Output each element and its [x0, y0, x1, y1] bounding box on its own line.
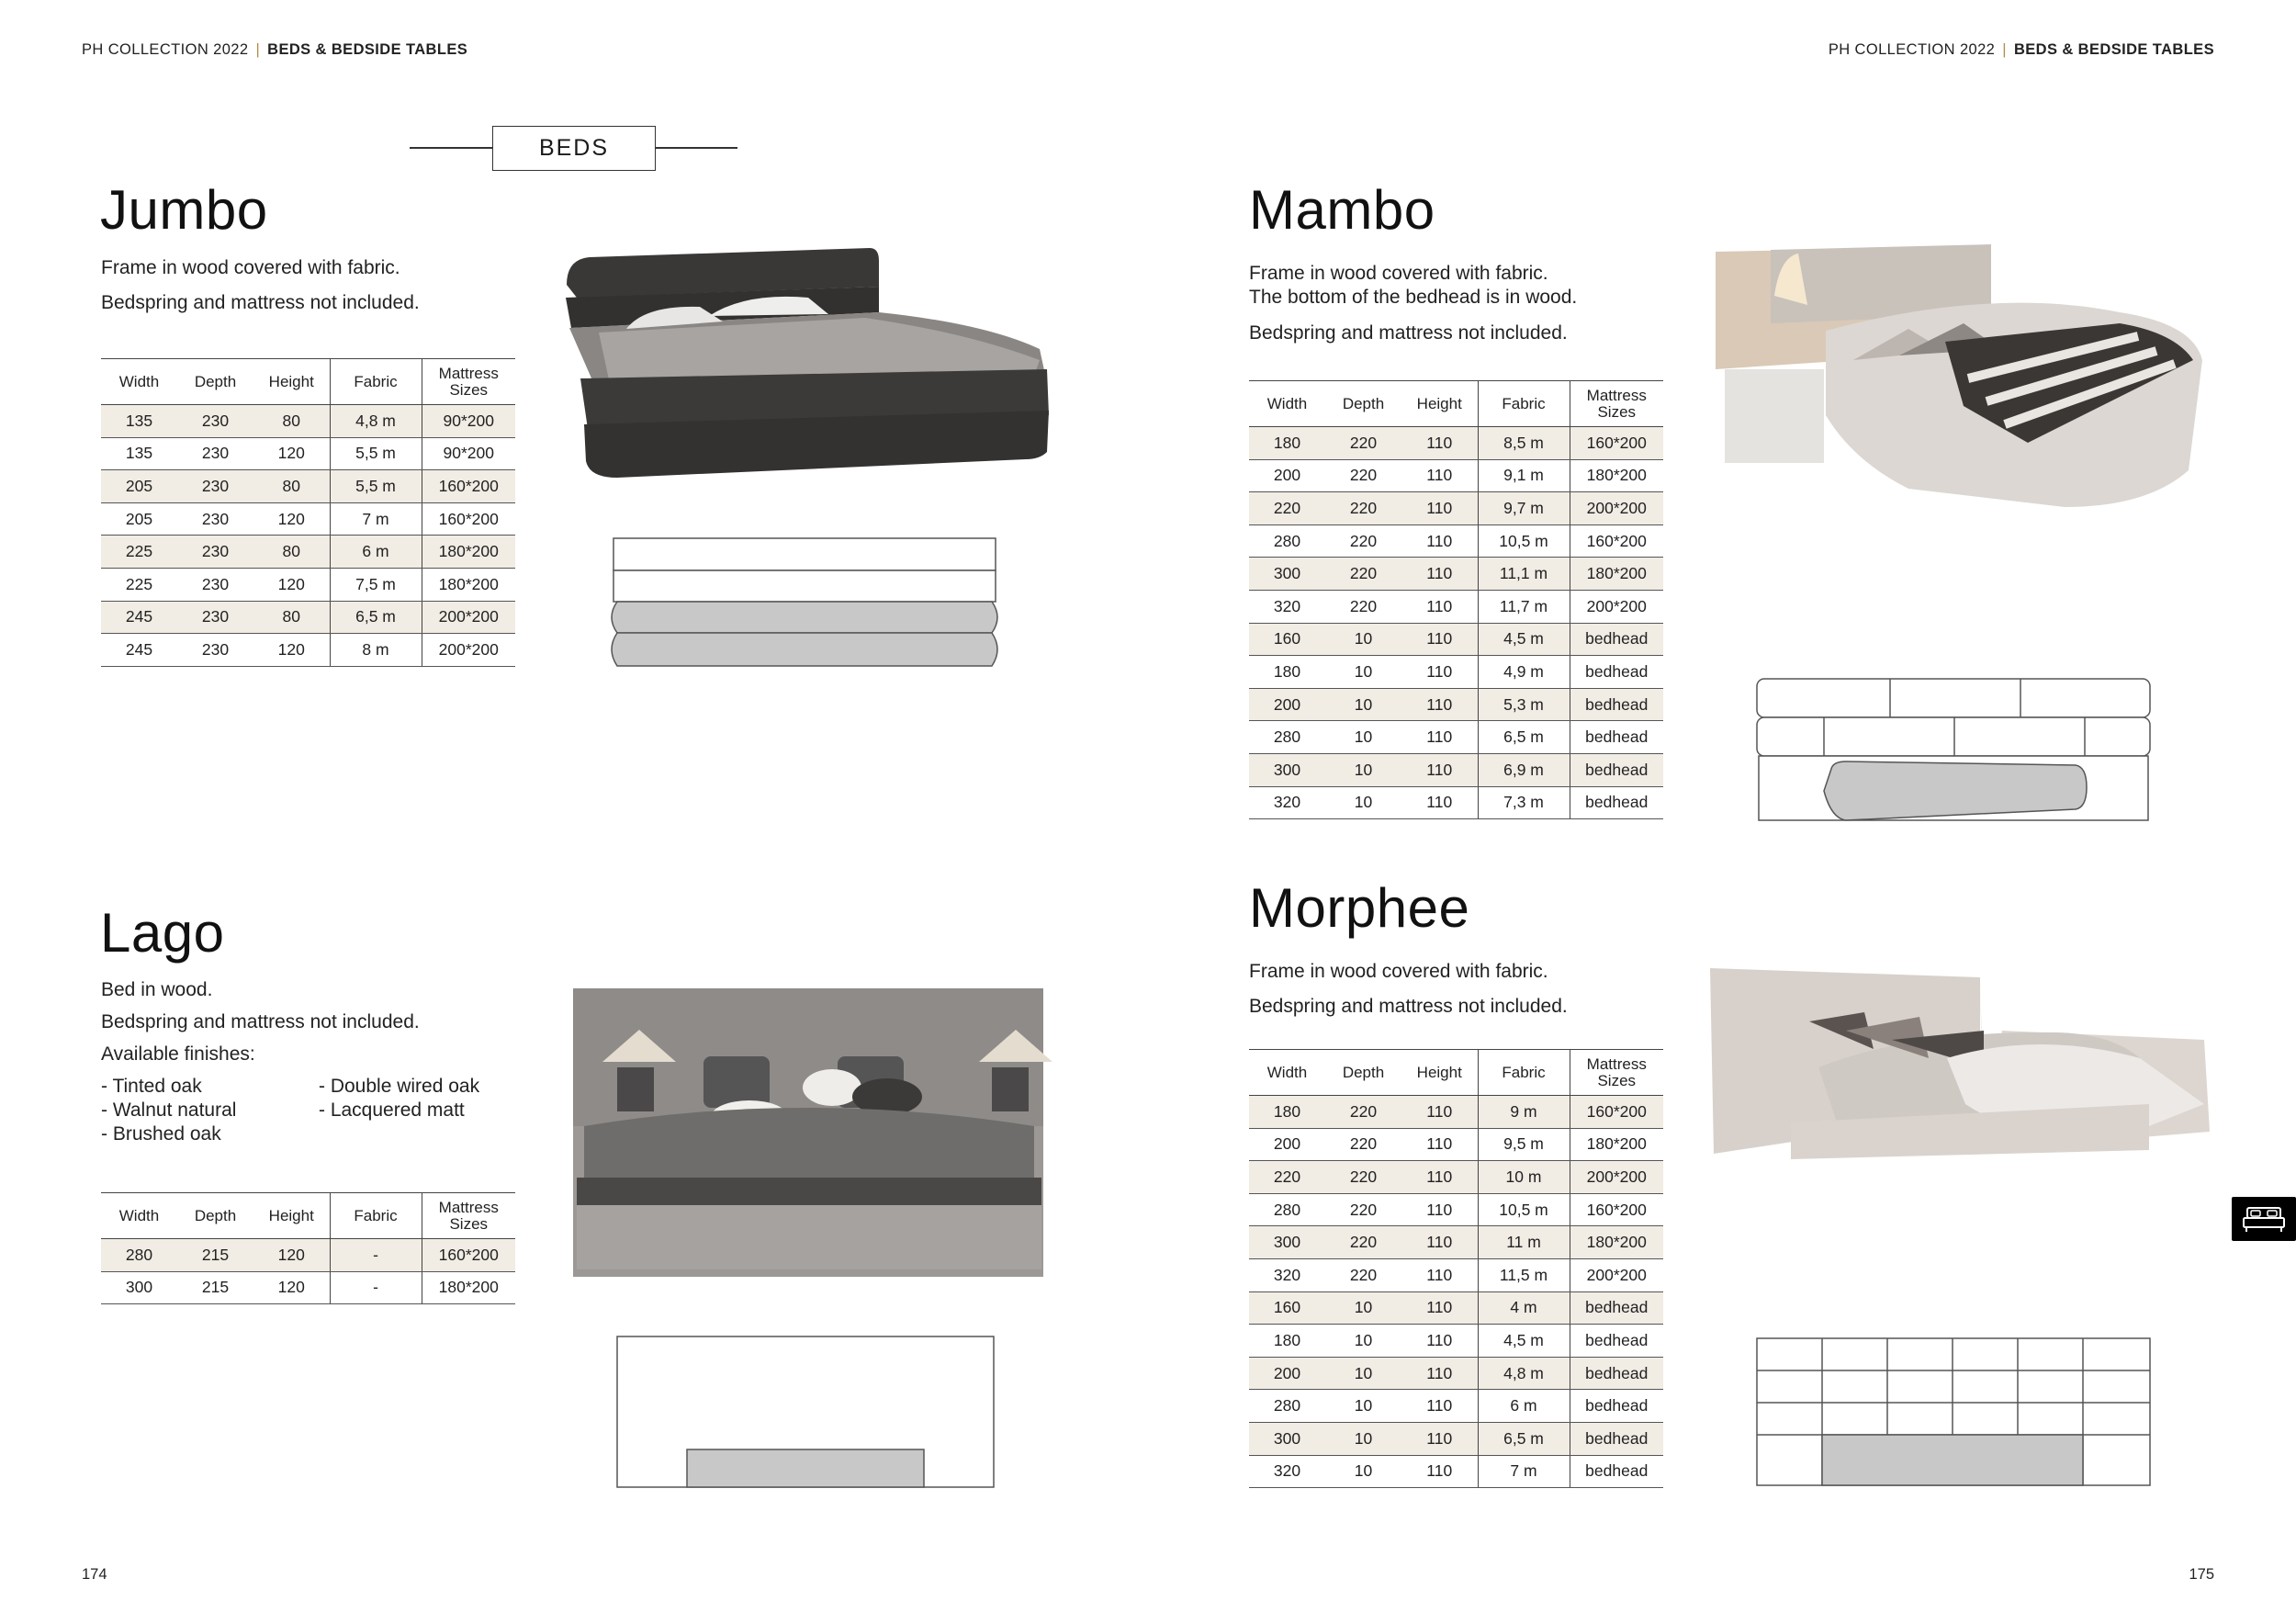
- cell-mattress: 160*200: [422, 1239, 515, 1272]
- cell-depth: 220: [1325, 1193, 1401, 1226]
- cell-mattress: 200*200: [1570, 590, 1663, 623]
- cell-depth: 230: [177, 437, 253, 470]
- table-row: [1249, 1128, 1663, 1161]
- col-height: Height: [253, 359, 330, 405]
- cell-depth: 215: [177, 1271, 253, 1304]
- cell-fabric: 11,1 m: [1478, 558, 1570, 591]
- cell-height: 110: [1401, 459, 1478, 492]
- table-row: [1249, 1161, 1663, 1194]
- product-title-morphee: Morphee: [1249, 877, 1470, 939]
- cell-width: 300: [101, 1271, 177, 1304]
- table-row: [101, 470, 515, 503]
- cell-mattress: bedhead: [1570, 688, 1663, 721]
- header-category: BEDS & BEDSIDE TABLES: [267, 41, 468, 58]
- product-title-mambo: Mambo: [1249, 179, 1435, 241]
- table-row: [1249, 558, 1663, 591]
- table-row: [1249, 427, 1663, 460]
- table-header-row: [101, 359, 515, 405]
- cell-mattress: 180*200: [1570, 459, 1663, 492]
- cell-height: 110: [1401, 1325, 1478, 1358]
- cell-fabric: 9,1 m: [1478, 459, 1570, 492]
- cell-mattress: 180*200: [1570, 1128, 1663, 1161]
- cell-width: 180: [1249, 1096, 1325, 1129]
- mambo-desc-2: The bottom of the bedhead is in wood.: [1249, 287, 1578, 308]
- cell-mattress: 200*200: [422, 634, 515, 667]
- col-height: Height: [1401, 381, 1478, 427]
- cell-depth: 10: [1325, 1390, 1401, 1423]
- table-row: [1249, 656, 1663, 689]
- product-title-jumbo: Jumbo: [100, 179, 268, 241]
- cell-fabric: 10 m: [1478, 1161, 1570, 1194]
- cell-width: 225: [101, 536, 177, 569]
- table-row: [1249, 688, 1663, 721]
- cell-fabric: 5,3 m: [1478, 688, 1570, 721]
- cell-width: 160: [1249, 623, 1325, 656]
- cell-depth: 220: [1325, 524, 1401, 558]
- mambo-line-drawing: [1754, 677, 2153, 822]
- lago-finishes-col-a: [101, 1075, 236, 1146]
- cell-mattress: 160*200: [1570, 524, 1663, 558]
- lago-desc-3: Available finishes:: [101, 1043, 255, 1065]
- cell-height: 110: [1401, 753, 1478, 786]
- cell-depth: 230: [177, 568, 253, 601]
- table-row: [101, 634, 515, 667]
- cell-depth: 230: [177, 601, 253, 634]
- table-row: [1249, 786, 1663, 819]
- cell-fabric: 11,5 m: [1478, 1258, 1570, 1291]
- table-row: [1249, 1357, 1663, 1390]
- cell-height: 110: [1401, 1291, 1478, 1325]
- cell-mattress: bedhead: [1570, 753, 1663, 786]
- cell-height: 120: [253, 437, 330, 470]
- cell-depth: 10: [1325, 623, 1401, 656]
- cell-width: 320: [1249, 1258, 1325, 1291]
- cell-width: 180: [1249, 1325, 1325, 1358]
- table-row: [1249, 1422, 1663, 1455]
- finish-item: - Double wired oak: [319, 1076, 480, 1097]
- cell-width: 280: [1249, 721, 1325, 754]
- cell-width: 300: [1249, 753, 1325, 786]
- header-separator: |: [255, 41, 261, 58]
- cell-height: 110: [1401, 590, 1478, 623]
- spec-table-mambo: [1249, 380, 1663, 819]
- cell-height: 110: [1401, 1258, 1478, 1291]
- cell-depth: 220: [1325, 1128, 1401, 1161]
- cell-fabric: 11 m: [1478, 1226, 1570, 1259]
- table-row: [101, 437, 515, 470]
- cell-height: 120: [253, 502, 330, 536]
- cell-fabric: 4,9 m: [1478, 656, 1570, 689]
- mambo-desc-3: Bedspring and mattress not included.: [1249, 322, 1568, 344]
- page-number-right: 175: [2189, 1566, 2214, 1583]
- cell-mattress: 160*200: [422, 502, 515, 536]
- cell-fabric: 6,5 m: [330, 601, 422, 634]
- tag-rule-left: [410, 147, 492, 149]
- cell-fabric: 4,8 m: [330, 405, 422, 438]
- cell-depth: 220: [1325, 1226, 1401, 1259]
- morphee-desc-1: Frame in wood covered with fabric.: [1249, 961, 1548, 982]
- cell-width: 180: [1249, 427, 1325, 460]
- morphee-line-drawing: [1754, 1336, 2153, 1487]
- cell-width: 220: [1249, 492, 1325, 525]
- cell-width: 300: [1249, 558, 1325, 591]
- table-row: [1249, 492, 1663, 525]
- cell-depth: 10: [1325, 1357, 1401, 1390]
- cell-mattress: 180*200: [1570, 1226, 1663, 1259]
- cell-fabric: 6 m: [330, 536, 422, 569]
- cell-depth: 220: [1325, 427, 1401, 460]
- cell-fabric: 10,5 m: [1478, 524, 1570, 558]
- cell-mattress: 90*200: [422, 405, 515, 438]
- cell-mattress: bedhead: [1570, 1357, 1663, 1390]
- header-collection: PH COLLECTION 2022: [1828, 41, 1996, 58]
- cell-mattress: 180*200: [1570, 558, 1663, 591]
- morphee-desc-2: Bedspring and mattress not included.: [1249, 996, 1568, 1017]
- col-height: Height: [253, 1193, 330, 1239]
- product-title-lago: Lago: [100, 902, 225, 964]
- cell-depth: 230: [177, 405, 253, 438]
- cell-fabric: -: [330, 1271, 422, 1304]
- header-separator: |: [2002, 41, 2007, 58]
- table-header-row: [1249, 1050, 1663, 1096]
- cell-mattress: 180*200: [422, 1271, 515, 1304]
- cell-width: 205: [101, 470, 177, 503]
- lago-line-drawing: [615, 1335, 996, 1489]
- cell-height: 120: [253, 568, 330, 601]
- table-row: [101, 536, 515, 569]
- cell-fabric: 4,8 m: [1478, 1357, 1570, 1390]
- table-row: [101, 1271, 515, 1304]
- cell-width: 180: [1249, 656, 1325, 689]
- table-row: [101, 405, 515, 438]
- cell-height: 110: [1401, 1357, 1478, 1390]
- table-row: [1249, 459, 1663, 492]
- cell-depth: 10: [1325, 786, 1401, 819]
- cell-mattress: bedhead: [1570, 1422, 1663, 1455]
- table-row: [1249, 1193, 1663, 1226]
- cell-mattress: 90*200: [422, 437, 515, 470]
- cell-height: 110: [1401, 688, 1478, 721]
- morphee-photo: [1708, 966, 2210, 1163]
- cell-mattress: bedhead: [1570, 1455, 1663, 1488]
- cell-height: 110: [1401, 1226, 1478, 1259]
- cell-width: 320: [1249, 1455, 1325, 1488]
- cell-depth: 230: [177, 502, 253, 536]
- cell-fabric: 8,5 m: [1478, 427, 1570, 460]
- cell-mattress: bedhead: [1570, 623, 1663, 656]
- cell-width: 205: [101, 502, 177, 536]
- cell-depth: 10: [1325, 1291, 1401, 1325]
- cell-fabric: 7 m: [330, 502, 422, 536]
- cell-fabric: 6,5 m: [1478, 721, 1570, 754]
- cell-mattress: 200*200: [1570, 492, 1663, 525]
- finish-item: - Walnut natural: [101, 1100, 237, 1121]
- cell-width: 200: [1249, 459, 1325, 492]
- cell-fabric: 9 m: [1478, 1096, 1570, 1129]
- spec-table-jumbo: [101, 358, 515, 667]
- mambo-desc-1: Frame in wood covered with fabric.: [1249, 263, 1548, 284]
- cell-fabric: 9,5 m: [1478, 1128, 1570, 1161]
- cell-width: 245: [101, 634, 177, 667]
- cell-mattress: 180*200: [422, 536, 515, 569]
- col-width: Width: [101, 1193, 177, 1239]
- cell-width: 300: [1249, 1226, 1325, 1259]
- cell-height: 120: [253, 1239, 330, 1272]
- jumbo-desc-2: Bedspring and mattress not included.: [101, 292, 420, 313]
- cell-height: 110: [1401, 1422, 1478, 1455]
- section-tag: BEDS: [492, 126, 656, 171]
- table-row: [1249, 1258, 1663, 1291]
- col-width: Width: [1249, 1050, 1325, 1096]
- cell-fabric: 4,5 m: [1478, 1325, 1570, 1358]
- cell-mattress: 160*200: [1570, 427, 1663, 460]
- cell-height: 120: [253, 634, 330, 667]
- cell-fabric: 7,5 m: [330, 568, 422, 601]
- col-fabric: Fabric: [330, 359, 422, 405]
- cell-height: 110: [1401, 721, 1478, 754]
- cell-depth: 220: [1325, 1258, 1401, 1291]
- cell-fabric: 8 m: [330, 634, 422, 667]
- cell-width: 200: [1249, 1128, 1325, 1161]
- col-mattress: Mattress Sizes: [1570, 381, 1663, 427]
- lago-finishes-col-b: [319, 1075, 479, 1122]
- finish-item: - Tinted oak: [101, 1076, 202, 1097]
- tag-rule-right: [655, 147, 737, 149]
- table-row: [1249, 1390, 1663, 1423]
- cell-height: 120: [253, 1271, 330, 1304]
- running-header-left: [82, 41, 467, 59]
- cell-width: 225: [101, 568, 177, 601]
- cell-height: 110: [1401, 1390, 1478, 1423]
- cell-fabric: -: [330, 1239, 422, 1272]
- cell-mattress: bedhead: [1570, 1390, 1663, 1423]
- cell-mattress: bedhead: [1570, 786, 1663, 819]
- table-row: [101, 502, 515, 536]
- cell-height: 110: [1401, 656, 1478, 689]
- cell-width: 280: [1249, 1390, 1325, 1423]
- cell-width: 320: [1249, 786, 1325, 819]
- cell-mattress: bedhead: [1570, 1325, 1663, 1358]
- cell-width: 320: [1249, 590, 1325, 623]
- cell-depth: 10: [1325, 753, 1401, 786]
- spec-table-lago: [101, 1192, 515, 1304]
- cell-fabric: 6,5 m: [1478, 1422, 1570, 1455]
- cell-depth: 220: [1325, 590, 1401, 623]
- cell-depth: 10: [1325, 1325, 1401, 1358]
- cell-fabric: 6,9 m: [1478, 753, 1570, 786]
- finish-item: - Lacquered matt: [319, 1100, 465, 1121]
- cell-width: 300: [1249, 1422, 1325, 1455]
- table-row: [101, 568, 515, 601]
- cell-mattress: bedhead: [1570, 656, 1663, 689]
- cell-height: 110: [1401, 623, 1478, 656]
- cell-depth: 10: [1325, 1455, 1401, 1488]
- table-row: [1249, 623, 1663, 656]
- table-header-row: [101, 1193, 515, 1239]
- page-number-left: 174: [82, 1566, 107, 1583]
- cell-depth: 10: [1325, 656, 1401, 689]
- cell-depth: 10: [1325, 1422, 1401, 1455]
- cell-fabric: 4 m: [1478, 1291, 1570, 1325]
- cell-height: 80: [253, 470, 330, 503]
- cell-fabric: 5,5 m: [330, 437, 422, 470]
- table-row: [1249, 753, 1663, 786]
- col-depth: Depth: [1325, 381, 1401, 427]
- col-width: Width: [101, 359, 177, 405]
- cell-depth: 10: [1325, 688, 1401, 721]
- col-height: Height: [1401, 1050, 1478, 1096]
- cell-depth: 220: [1325, 1096, 1401, 1129]
- table-row: [1249, 1226, 1663, 1259]
- cell-width: 160: [1249, 1291, 1325, 1325]
- cell-mattress: bedhead: [1570, 721, 1663, 754]
- cell-depth: 230: [177, 634, 253, 667]
- col-depth: Depth: [177, 359, 253, 405]
- cell-width: 245: [101, 601, 177, 634]
- cell-height: 110: [1401, 427, 1478, 460]
- col-fabric: Fabric: [1478, 381, 1570, 427]
- cell-depth: 220: [1325, 1161, 1401, 1194]
- cell-fabric: 6 m: [1478, 1390, 1570, 1423]
- table-row: [1249, 1455, 1663, 1488]
- cell-fabric: 10,5 m: [1478, 1193, 1570, 1226]
- cell-width: 135: [101, 405, 177, 438]
- cell-height: 110: [1401, 492, 1478, 525]
- lago-desc-1: Bed in wood.: [101, 979, 213, 1000]
- header-collection: PH COLLECTION 2022: [82, 41, 249, 58]
- table-row: [1249, 1291, 1663, 1325]
- cell-depth: 220: [1325, 558, 1401, 591]
- jumbo-line-drawing: [606, 536, 1003, 669]
- cell-depth: 215: [177, 1239, 253, 1272]
- jumbo-desc-1: Frame in wood covered with fabric.: [101, 257, 400, 278]
- cell-mattress: 200*200: [422, 601, 515, 634]
- table-row: [101, 601, 515, 634]
- cell-width: 200: [1249, 688, 1325, 721]
- cell-mattress: 200*200: [1570, 1161, 1663, 1194]
- cell-mattress: bedhead: [1570, 1291, 1663, 1325]
- cell-mattress: 200*200: [1570, 1258, 1663, 1291]
- cell-depth: 220: [1325, 459, 1401, 492]
- table-row: [101, 1239, 515, 1272]
- cell-fabric: 7,3 m: [1478, 786, 1570, 819]
- table-row: [1249, 590, 1663, 623]
- table-header-row: [1249, 381, 1663, 427]
- cell-fabric: 9,7 m: [1478, 492, 1570, 525]
- cell-height: 110: [1401, 1096, 1478, 1129]
- table-row: [1249, 524, 1663, 558]
- cell-mattress: 160*200: [1570, 1193, 1663, 1226]
- cell-depth: 220: [1325, 492, 1401, 525]
- table-row: [1249, 1096, 1663, 1129]
- cell-depth: 10: [1325, 721, 1401, 754]
- cell-width: 135: [101, 437, 177, 470]
- cell-height: 110: [1401, 1455, 1478, 1488]
- cell-mattress: 160*200: [1570, 1096, 1663, 1129]
- cell-fabric: 7 m: [1478, 1455, 1570, 1488]
- cell-height: 110: [1401, 1193, 1478, 1226]
- spec-table-morphee: [1249, 1049, 1663, 1488]
- col-fabric: Fabric: [1478, 1050, 1570, 1096]
- cell-height: 80: [253, 405, 330, 438]
- cell-fabric: 11,7 m: [1478, 590, 1570, 623]
- cell-width: 220: [1249, 1161, 1325, 1194]
- category-side-tab[interactable]: [2232, 1197, 2296, 1241]
- header-category: BEDS & BEDSIDE TABLES: [2013, 41, 2214, 58]
- cell-width: 280: [1249, 524, 1325, 558]
- cell-height: 110: [1401, 558, 1478, 591]
- running-header-right: [1829, 41, 2214, 59]
- cell-fabric: 4,5 m: [1478, 623, 1570, 656]
- cell-height: 110: [1401, 1128, 1478, 1161]
- col-mattress: Mattress Sizes: [422, 1193, 515, 1239]
- cell-depth: 230: [177, 470, 253, 503]
- cell-width: 280: [101, 1239, 177, 1272]
- lago-desc-2: Bedspring and mattress not included.: [101, 1011, 420, 1032]
- cell-height: 110: [1401, 1161, 1478, 1194]
- cell-height: 80: [253, 601, 330, 634]
- cell-mattress: 160*200: [422, 470, 515, 503]
- cell-mattress: 180*200: [422, 568, 515, 601]
- cell-height: 110: [1401, 524, 1478, 558]
- table-row: [1249, 721, 1663, 754]
- cell-height: 80: [253, 536, 330, 569]
- cell-width: 200: [1249, 1357, 1325, 1390]
- lago-photo: [566, 988, 1052, 1277]
- cell-fabric: 5,5 m: [330, 470, 422, 503]
- col-depth: Depth: [1325, 1050, 1401, 1096]
- col-depth: Depth: [177, 1193, 253, 1239]
- col-width: Width: [1249, 381, 1325, 427]
- cell-height: 110: [1401, 786, 1478, 819]
- col-mattress: Mattress Sizes: [1570, 1050, 1663, 1096]
- table-row: [1249, 1325, 1663, 1358]
- finish-item: - Brushed oak: [101, 1123, 221, 1145]
- bed-icon: [2232, 1197, 2296, 1241]
- col-mattress: Mattress Sizes: [422, 359, 515, 405]
- mambo-photo: [1716, 241, 2202, 516]
- jumbo-photo: [562, 241, 1049, 478]
- cell-width: 280: [1249, 1193, 1325, 1226]
- cell-depth: 230: [177, 536, 253, 569]
- col-fabric: Fabric: [330, 1193, 422, 1239]
